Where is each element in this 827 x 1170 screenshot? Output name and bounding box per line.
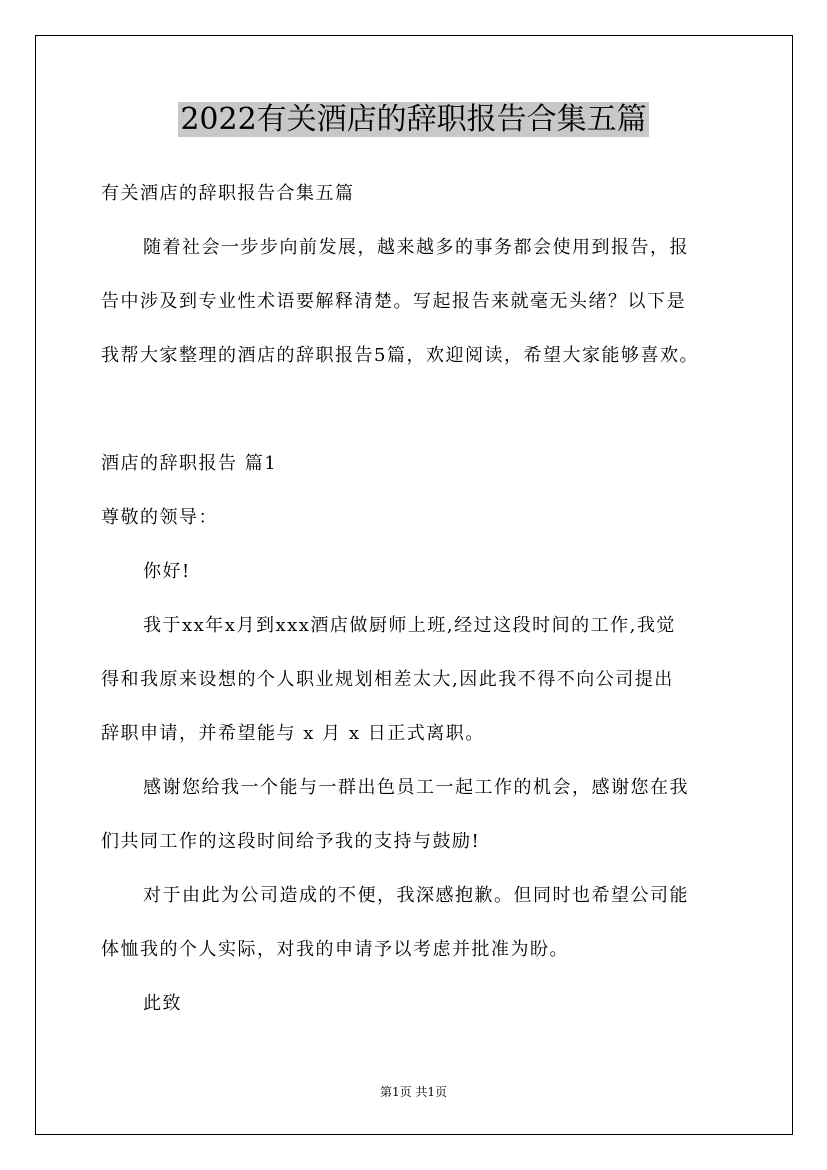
intro-line-3: 我帮大家整理的酒店的辞职报告5篇，欢迎阅读，希望大家能够喜欢。: [101, 345, 699, 366]
intro-line-2: 告中涉及到专业性术语要解释清楚。写起报告来就毫无头绪？以下是: [101, 291, 686, 312]
section-heading: 酒店的辞职报告 篇1: [101, 453, 278, 474]
greeting: 你好!: [143, 561, 191, 582]
page-footer: 第1页 共1页: [379, 1085, 448, 1099]
paragraph1-line-3: 辞职申请，并希望能与 x 月 x 日正式离职。: [101, 723, 485, 744]
document-subtitle: 有关酒店的辞职报告合集五篇: [101, 183, 355, 204]
paragraph3-line-2: 体恤我的个人实际，对我的申请予以考虑并批准为盼。: [101, 939, 569, 960]
intro-line-1: 随着社会一步步向前发展，越来越多的事务都会使用到报告，报: [143, 237, 689, 258]
paragraph1-line-1: 我于xx年x月到xxx酒店做厨师上班,经过这段时间的工作,我觉: [143, 615, 676, 636]
salutation: 尊敬的领导：: [101, 507, 218, 528]
paragraph2-line-1: 感谢您给我一个能与一群出色员工一起工作的机会，感谢您在我: [143, 777, 689, 798]
closing: 此致: [143, 993, 182, 1014]
paragraph3-line-1: 对于由此为公司造成的不便，我深感抱歉。但同时也希望公司能: [143, 885, 689, 906]
paragraph2-line-2: 们共同工作的这段时间给予我的支持与鼓励!: [101, 831, 481, 852]
document-title: [0, 98, 827, 142]
document-title-text: 2022有关酒店的辞职报告合集五篇: [180, 102, 647, 137]
paragraph1-line-2: 得和我原来设想的个人职业规划相差太大,因此我不得不向公司提出: [101, 669, 674, 690]
